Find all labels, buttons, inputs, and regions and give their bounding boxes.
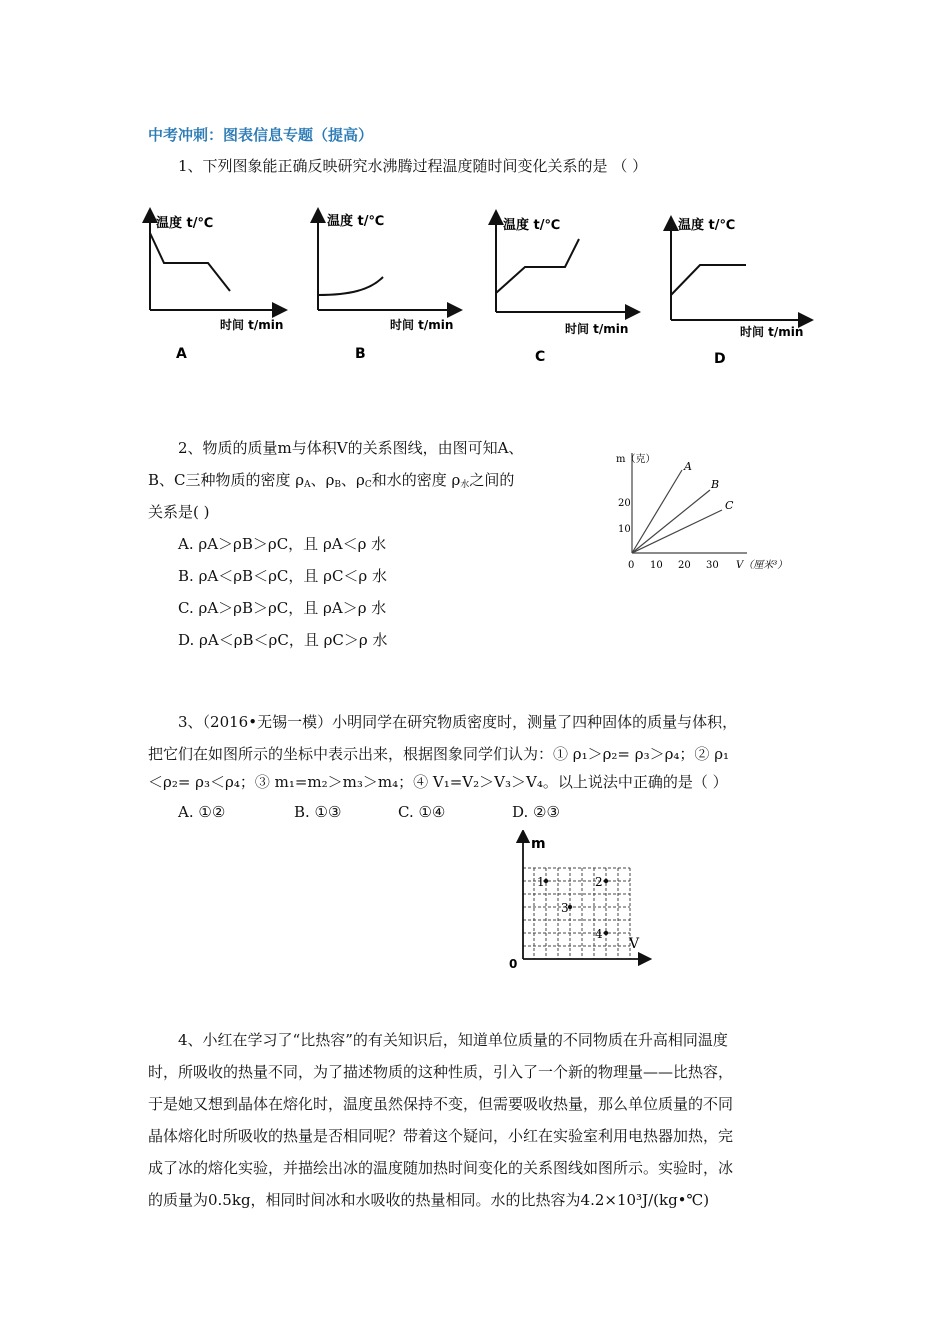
q2-xtick-20: 20 <box>678 560 691 571</box>
q4-line6: 的质量为0.5kg，相同时间冰和水吸收的热量相同。水的比热容为4.2×10³J/(kg•℃) <box>148 1191 710 1209</box>
q3-option-a[interactable]: A. ①② <box>178 803 226 821</box>
q1-graph-d <box>671 217 806 367</box>
q2-option-a[interactable]: A. ρA＞ρB＞ρC，且 ρA＜ρ 水 <box>178 535 387 553</box>
q1-stem: 1、下列图象能正确反映研究水沸腾过程温度随时间变化关系的是 （ ） <box>178 157 648 175</box>
q4-line5: 成了冰的熔化实验，并描绘出冰的温度随加热时间变化的关系图线如图所示。实验时，冰 <box>148 1159 734 1177</box>
q3-option-c[interactable]: C. ①④ <box>398 803 446 821</box>
q1-xlabel-c: 时间 t/min <box>565 322 629 336</box>
q1-ylabel-b: 温度 t/℃ <box>327 214 385 229</box>
q3-origin: 0 <box>509 957 518 971</box>
q1-graphs <box>140 205 820 380</box>
q3-point-label-2: 2 <box>595 875 603 889</box>
q3-point-label-3: 3 <box>561 901 569 915</box>
q1-ylabel-a: 温度 t/℃ <box>156 216 214 231</box>
q3-line3: ＜ρ₂= ρ₃＜ρ₄；③ m₁=m₂＞m₃＞m₄；④ V₁=V₂＞V₃＞V₄。以上说法中正确的是（ ） <box>148 773 728 791</box>
q2-chart <box>612 448 812 583</box>
q2-label-c: C <box>725 499 734 512</box>
q2-option-c[interactable]: C. ρA＞ρB＞ρC，且 ρA＞ρ 水 <box>178 599 387 617</box>
q3-line2: 把它们在如图所示的坐标中表示出来，根据图象同学们认为：① ρ₁＞ρ₂= ρ₃＞ρ₄；② ρ₁ <box>148 745 730 763</box>
q1-curve-a <box>150 233 230 291</box>
q2-option-b[interactable]: B. ρA＜ρB＜ρC，且 ρC＜ρ 水 <box>178 567 388 585</box>
q2-ytick-10: 10 <box>618 524 631 535</box>
q2-line1: 2、物质的质量m与体积V的关系图线，由图可知A、 <box>178 439 524 457</box>
q1-graph-b <box>318 213 455 362</box>
q1-curve-d <box>671 265 746 295</box>
q2-line3: 关系是( ) <box>148 503 210 521</box>
q1-letter-b: B <box>355 346 366 362</box>
q3-ylabel: m <box>531 836 546 852</box>
q3-point-label-1: 1 <box>537 875 545 889</box>
q1-ylabel-d: 温度 t/℃ <box>678 218 736 233</box>
q2-xtick-30: 30 <box>706 560 719 571</box>
q3-chart <box>505 830 655 975</box>
q1-letter-d: D <box>714 351 726 367</box>
q1-ylabel-c: 温度 t/℃ <box>503 218 561 233</box>
q1-letter-a: A <box>176 346 187 362</box>
q1-xlabel-d: 时间 t/min <box>740 325 804 339</box>
q1-xlabel-b: 时间 t/min <box>390 318 454 332</box>
q2-label-b: B <box>711 478 720 491</box>
q4-line1: 4、小红在学习了“比热容”的有关知识后，知道单位质量的不同物质在升高相同温度 <box>178 1031 728 1049</box>
q4-line3: 于是她又想到晶体在熔化时，温度虽然保持不变，但需要吸收热量，那么单位质量的不同 <box>148 1095 734 1113</box>
q1-curve-c <box>496 239 579 293</box>
q1-graph-a <box>150 215 283 362</box>
page-title: 中考冲刺：图表信息专题（提高） <box>148 126 374 144</box>
q1-graph-c <box>496 217 633 365</box>
q3-point-4 <box>604 931 608 935</box>
q2-xlabel: V（厘米³） <box>736 560 788 571</box>
q3-point-label-4: 4 <box>595 927 603 941</box>
q2-option-d[interactable]: D. ρA＜ρB＜ρC，且 ρC＞ρ 水 <box>178 631 388 649</box>
q2-xtick-0: 0 <box>628 560 635 571</box>
q2-label-a: A <box>684 460 692 473</box>
q1-letter-c: C <box>535 349 546 365</box>
q3-xlabel: V <box>629 936 640 952</box>
q2-line2: B、C三种物质的密度 $\rho_A$、$\rho_B$、$\rho_C$和水的密度 $\rho_水$之间的 <box>148 471 515 490</box>
q4-line4: 晶体熔化时所吸收的热量是否相同呢？带着这个疑问，小红在实验室利用电热器加热，完 <box>148 1127 734 1145</box>
q3-line1: 3、（2016•无锡一模）小明同学在研究物质密度时，测量了四种固体的质量与体积， <box>178 713 738 731</box>
q3-option-d[interactable]: D. ②③ <box>512 803 560 821</box>
q1-curve-b <box>318 277 383 295</box>
q2-ylabel: m（克） <box>616 454 656 465</box>
q2-ytick-20: 20 <box>618 498 631 509</box>
q3-option-b[interactable]: B. ①③ <box>294 803 342 821</box>
q3-point-2 <box>604 879 608 883</box>
q1-xlabel-a: 时间 t/min <box>220 318 284 332</box>
q4-line2: 时，所吸收的热量不同，为了描述物质的这种性质，引入了一个新的物理量——比热容， <box>148 1063 734 1081</box>
q2-xtick-10: 10 <box>650 560 663 571</box>
